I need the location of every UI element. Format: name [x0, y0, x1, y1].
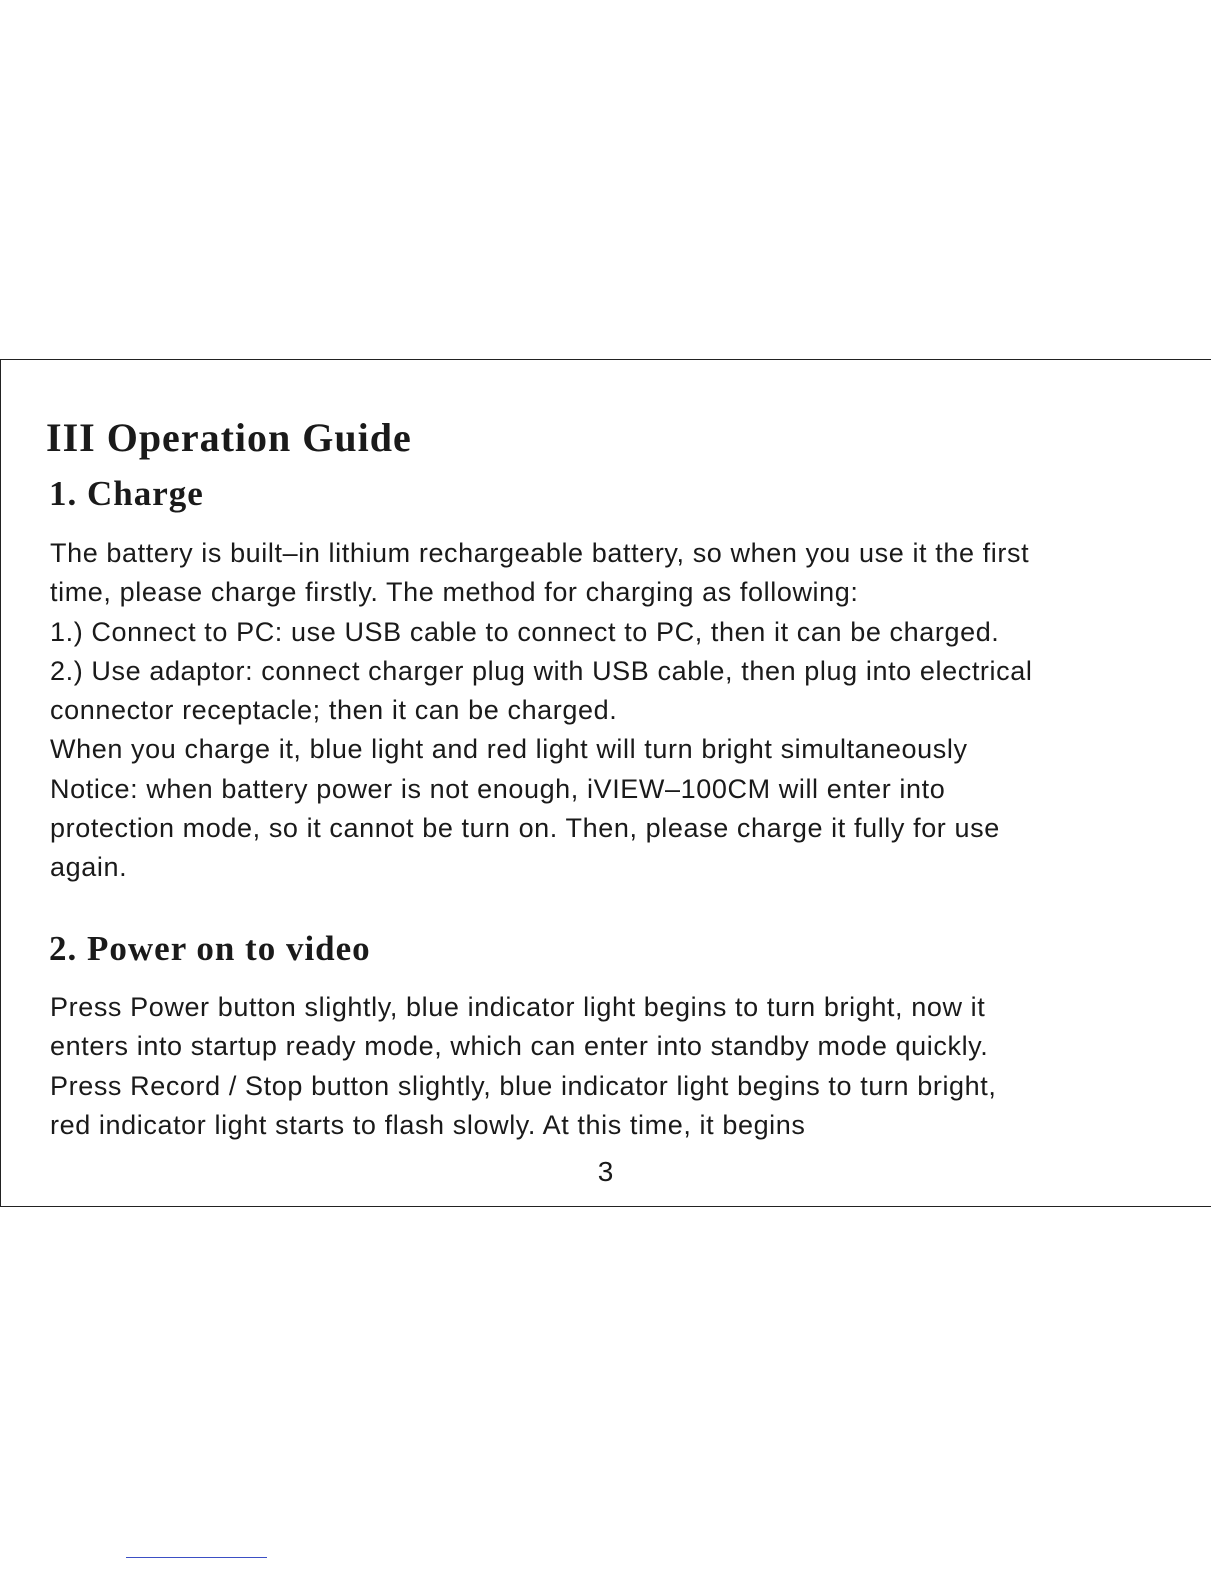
section-heading-charge: 1. Charge	[49, 474, 204, 513]
body-line: 2.) Use adaptor: connect charger plug with USB cable, then plug into electrical	[50, 655, 1033, 686]
body-line: When you charge it, blue light and red light will turn bright simultaneously	[50, 734, 968, 765]
body-line: Press Power button slightly, blue indicator light begins to turn bright, now it	[50, 992, 986, 1022]
body-line: The battery is built–in lithium rechargeable battery, so when you use it the first	[50, 538, 1030, 568]
footer-rule	[126, 1557, 267, 1558]
body-line: enters into startup ready mode, which can enter into standby mode quickly.	[50, 1031, 989, 1062]
power-on-body	[50, 988, 1190, 1145]
body-line: Press Record / Stop button slightly, blue indicator light begins to turn bright,	[50, 1070, 997, 1101]
charge-body	[50, 534, 1190, 888]
body-line: protection mode, so it cannot be turn on. Then, please charge it fully for use	[50, 813, 1000, 844]
section-heading-power-on: 2. Power on to video	[49, 929, 371, 968]
body-line: connector receptacle; then it can be charged.	[50, 695, 618, 726]
body-line: time, please charge firstly. The method for charging as following:	[50, 577, 859, 608]
body-line: red indicator light starts to flash slowly. At this time, it begins	[50, 1109, 806, 1140]
body-line: 1.) Connect to PC: use USB cable to connect to PC, then it can be charged.	[50, 616, 1000, 647]
body-line: Notice: when battery power is not enough, iVIEW–100CM will enter into	[50, 773, 946, 804]
chapter-title: III Operation Guide	[46, 415, 412, 460]
body-line: again.	[50, 852, 128, 883]
page-number: 3	[597, 1156, 614, 1187]
